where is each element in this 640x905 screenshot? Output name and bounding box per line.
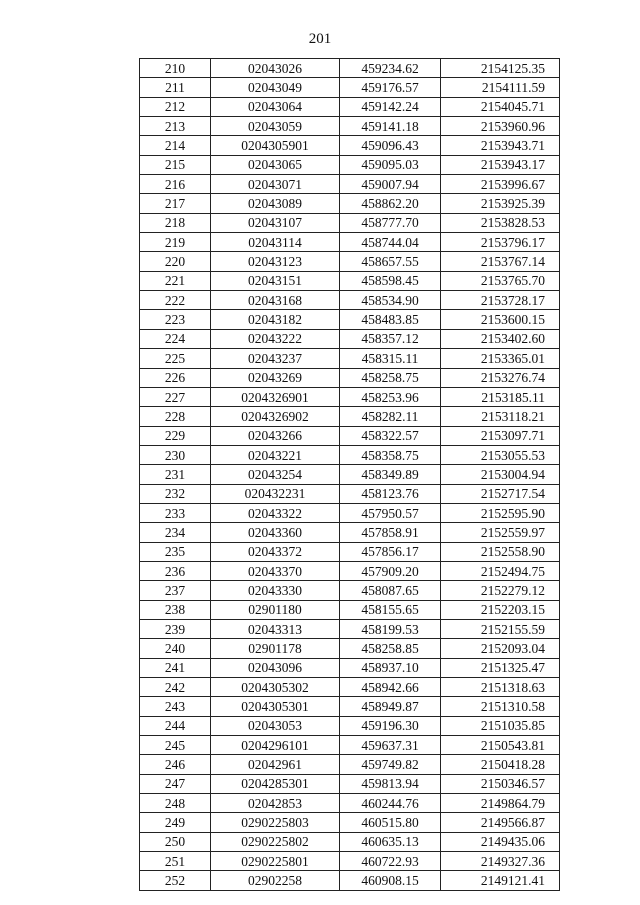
y-coordinate-cell: 2153055.53 bbox=[441, 445, 560, 464]
table-row bbox=[140, 465, 560, 484]
y-coordinate-cell: 2153943.71 bbox=[441, 136, 560, 155]
point-id-cell: 02043053 bbox=[211, 716, 340, 735]
x-coordinate-cell: 460244.76 bbox=[340, 794, 441, 813]
point-id-cell: 02042853 bbox=[211, 794, 340, 813]
row-number-cell: 223 bbox=[140, 310, 211, 329]
y-coordinate-cell: 2152279.12 bbox=[441, 581, 560, 600]
x-coordinate-cell: 458155.65 bbox=[340, 600, 441, 619]
point-id-cell: 02901180 bbox=[211, 600, 340, 619]
table-row bbox=[140, 426, 560, 445]
row-number-cell: 243 bbox=[140, 697, 211, 716]
row-number-cell: 239 bbox=[140, 619, 211, 638]
x-coordinate-cell: 458282.11 bbox=[340, 407, 441, 426]
y-coordinate-cell: 2153728.17 bbox=[441, 291, 560, 310]
row-number-cell: 249 bbox=[140, 813, 211, 832]
x-coordinate-cell: 459007.94 bbox=[340, 175, 441, 194]
row-number-cell: 211 bbox=[140, 78, 211, 97]
y-coordinate-cell: 2153828.53 bbox=[441, 213, 560, 232]
y-coordinate-cell: 2149435.06 bbox=[441, 832, 560, 851]
x-coordinate-cell: 457856.17 bbox=[340, 542, 441, 561]
row-number-cell: 252 bbox=[140, 871, 211, 890]
y-coordinate-cell: 2150346.57 bbox=[441, 774, 560, 793]
table-row bbox=[140, 774, 560, 793]
table-row bbox=[140, 329, 560, 348]
x-coordinate-cell: 459142.24 bbox=[340, 97, 441, 116]
table-row bbox=[140, 368, 560, 387]
x-coordinate-cell: 459096.43 bbox=[340, 136, 441, 155]
x-coordinate-cell: 458349.89 bbox=[340, 465, 441, 484]
x-coordinate-cell: 458937.10 bbox=[340, 658, 441, 677]
y-coordinate-cell: 2149327.36 bbox=[441, 852, 560, 871]
table-row bbox=[140, 832, 560, 851]
point-id-cell: 02043221 bbox=[211, 445, 340, 464]
table-row bbox=[140, 387, 560, 406]
y-coordinate-cell: 2152494.75 bbox=[441, 561, 560, 580]
y-coordinate-cell: 2153960.96 bbox=[441, 117, 560, 136]
y-coordinate-cell: 2149864.79 bbox=[441, 794, 560, 813]
y-coordinate-cell: 2154111.59 bbox=[441, 78, 560, 97]
point-id-cell: 02043096 bbox=[211, 658, 340, 677]
point-id-cell: 0204285301 bbox=[211, 774, 340, 793]
x-coordinate-cell: 459095.03 bbox=[340, 155, 441, 174]
x-coordinate-cell: 458949.87 bbox=[340, 697, 441, 716]
row-number-cell: 246 bbox=[140, 755, 211, 774]
point-id-cell: 02043107 bbox=[211, 213, 340, 232]
table-row bbox=[140, 503, 560, 522]
table-row bbox=[140, 542, 560, 561]
x-coordinate-cell: 458598.45 bbox=[340, 271, 441, 290]
table-row bbox=[140, 619, 560, 638]
table-row bbox=[140, 658, 560, 677]
x-coordinate-cell: 458199.53 bbox=[340, 619, 441, 638]
x-coordinate-cell: 457950.57 bbox=[340, 503, 441, 522]
point-id-cell: 0204296101 bbox=[211, 736, 340, 755]
row-number-cell: 227 bbox=[140, 387, 211, 406]
table-row bbox=[140, 852, 560, 871]
x-coordinate-cell: 460908.15 bbox=[340, 871, 441, 890]
y-coordinate-cell: 2151325.47 bbox=[441, 658, 560, 677]
table-row bbox=[140, 349, 560, 368]
table-body bbox=[140, 59, 560, 891]
point-id-cell: 02043269 bbox=[211, 368, 340, 387]
x-coordinate-cell: 458777.70 bbox=[340, 213, 441, 232]
y-coordinate-cell: 2152558.90 bbox=[441, 542, 560, 561]
row-number-cell: 218 bbox=[140, 213, 211, 232]
point-id-cell: 0290225802 bbox=[211, 832, 340, 851]
y-coordinate-cell: 2152559.97 bbox=[441, 523, 560, 542]
row-number-cell: 247 bbox=[140, 774, 211, 793]
x-coordinate-cell: 459176.57 bbox=[340, 78, 441, 97]
point-id-cell: 02043026 bbox=[211, 59, 340, 78]
row-number-cell: 224 bbox=[140, 329, 211, 348]
row-number-cell: 230 bbox=[140, 445, 211, 464]
table-row bbox=[140, 755, 560, 774]
x-coordinate-cell: 458258.75 bbox=[340, 368, 441, 387]
y-coordinate-cell: 2152595.90 bbox=[441, 503, 560, 522]
x-coordinate-cell: 458357.12 bbox=[340, 329, 441, 348]
row-number-cell: 212 bbox=[140, 97, 211, 116]
y-coordinate-cell: 2153767.14 bbox=[441, 252, 560, 271]
row-number-cell: 210 bbox=[140, 59, 211, 78]
point-id-cell: 02043114 bbox=[211, 233, 340, 252]
table-row bbox=[140, 213, 560, 232]
x-coordinate-cell: 458358.75 bbox=[340, 445, 441, 464]
point-id-cell: 02043151 bbox=[211, 271, 340, 290]
x-coordinate-cell: 458258.85 bbox=[340, 639, 441, 658]
row-number-cell: 240 bbox=[140, 639, 211, 658]
y-coordinate-cell: 2151310.58 bbox=[441, 697, 560, 716]
row-number-cell: 237 bbox=[140, 581, 211, 600]
row-number-cell: 214 bbox=[140, 136, 211, 155]
table-row bbox=[140, 639, 560, 658]
x-coordinate-cell: 460635.13 bbox=[340, 832, 441, 851]
table-row bbox=[140, 252, 560, 271]
table-row bbox=[140, 600, 560, 619]
table-row bbox=[140, 233, 560, 252]
x-coordinate-cell: 458087.65 bbox=[340, 581, 441, 600]
x-coordinate-cell: 460722.93 bbox=[340, 852, 441, 871]
row-number-cell: 217 bbox=[140, 194, 211, 213]
table-row bbox=[140, 523, 560, 542]
y-coordinate-cell: 2154045.71 bbox=[441, 97, 560, 116]
y-coordinate-cell: 2149121.41 bbox=[441, 871, 560, 890]
y-coordinate-cell: 2153004.94 bbox=[441, 465, 560, 484]
y-coordinate-cell: 2153600.15 bbox=[441, 310, 560, 329]
y-coordinate-cell: 2153925.39 bbox=[441, 194, 560, 213]
row-number-cell: 215 bbox=[140, 155, 211, 174]
table-row bbox=[140, 194, 560, 213]
row-number-cell: 235 bbox=[140, 542, 211, 561]
row-number-cell: 238 bbox=[140, 600, 211, 619]
table-row bbox=[140, 716, 560, 735]
row-number-cell: 216 bbox=[140, 175, 211, 194]
point-id-cell: 02043370 bbox=[211, 561, 340, 580]
point-id-cell: 02043322 bbox=[211, 503, 340, 522]
table-row bbox=[140, 59, 560, 78]
x-coordinate-cell: 457909.20 bbox=[340, 561, 441, 580]
point-id-cell: 020432231 bbox=[211, 484, 340, 503]
point-id-cell: 02043266 bbox=[211, 426, 340, 445]
y-coordinate-cell: 2152717.54 bbox=[441, 484, 560, 503]
table-row bbox=[140, 794, 560, 813]
x-coordinate-cell: 458322.57 bbox=[340, 426, 441, 445]
table-row bbox=[140, 678, 560, 697]
table-row bbox=[140, 871, 560, 890]
table-row bbox=[140, 484, 560, 503]
point-id-cell: 02043064 bbox=[211, 97, 340, 116]
point-id-cell: 02043168 bbox=[211, 291, 340, 310]
table-row bbox=[140, 78, 560, 97]
row-number-cell: 229 bbox=[140, 426, 211, 445]
y-coordinate-cell: 2152203.15 bbox=[441, 600, 560, 619]
point-id-cell: 02043372 bbox=[211, 542, 340, 561]
x-coordinate-cell: 459637.31 bbox=[340, 736, 441, 755]
x-coordinate-cell: 460515.80 bbox=[340, 813, 441, 832]
point-id-cell: 02043065 bbox=[211, 155, 340, 174]
y-coordinate-cell: 2153097.71 bbox=[441, 426, 560, 445]
row-number-cell: 245 bbox=[140, 736, 211, 755]
row-number-cell: 219 bbox=[140, 233, 211, 252]
point-id-cell: 0204305901 bbox=[211, 136, 340, 155]
row-number-cell: 221 bbox=[140, 271, 211, 290]
table-row bbox=[140, 136, 560, 155]
table-row bbox=[140, 155, 560, 174]
row-number-cell: 231 bbox=[140, 465, 211, 484]
row-number-cell: 234 bbox=[140, 523, 211, 542]
point-id-cell: 02043089 bbox=[211, 194, 340, 213]
x-coordinate-cell: 458862.20 bbox=[340, 194, 441, 213]
y-coordinate-cell: 2153185.11 bbox=[441, 387, 560, 406]
y-coordinate-cell: 2153365.01 bbox=[441, 349, 560, 368]
row-number-cell: 244 bbox=[140, 716, 211, 735]
y-coordinate-cell: 2150418.28 bbox=[441, 755, 560, 774]
x-coordinate-cell: 458483.85 bbox=[340, 310, 441, 329]
x-coordinate-cell: 458253.96 bbox=[340, 387, 441, 406]
x-coordinate-cell: 457858.91 bbox=[340, 523, 441, 542]
point-id-cell: 0204326901 bbox=[211, 387, 340, 406]
page-number: 201 bbox=[308, 31, 332, 47]
row-number-cell: 236 bbox=[140, 561, 211, 580]
point-id-cell: 0290225803 bbox=[211, 813, 340, 832]
x-coordinate-cell: 458123.76 bbox=[340, 484, 441, 503]
point-id-cell: 0204305302 bbox=[211, 678, 340, 697]
table-row bbox=[140, 445, 560, 464]
row-number-cell: 251 bbox=[140, 852, 211, 871]
y-coordinate-cell: 2153276.74 bbox=[441, 368, 560, 387]
y-coordinate-cell: 2152093.04 bbox=[441, 639, 560, 658]
point-id-cell: 0204305301 bbox=[211, 697, 340, 716]
table-row bbox=[140, 813, 560, 832]
point-id-cell: 02043313 bbox=[211, 619, 340, 638]
row-number-cell: 220 bbox=[140, 252, 211, 271]
point-id-cell: 02043071 bbox=[211, 175, 340, 194]
table-row bbox=[140, 97, 560, 116]
table-row bbox=[140, 736, 560, 755]
row-number-cell: 248 bbox=[140, 794, 211, 813]
point-id-cell: 0290225801 bbox=[211, 852, 340, 871]
row-number-cell: 242 bbox=[140, 678, 211, 697]
x-coordinate-cell: 459234.62 bbox=[340, 59, 441, 78]
point-id-cell: 02043059 bbox=[211, 117, 340, 136]
row-number-cell: 213 bbox=[140, 117, 211, 136]
y-coordinate-cell: 2154125.35 bbox=[441, 59, 560, 78]
point-id-cell: 02043330 bbox=[211, 581, 340, 600]
row-number-cell: 226 bbox=[140, 368, 211, 387]
x-coordinate-cell: 459813.94 bbox=[340, 774, 441, 793]
row-number-cell: 228 bbox=[140, 407, 211, 426]
table-row bbox=[140, 407, 560, 426]
y-coordinate-cell: 2153943.17 bbox=[441, 155, 560, 174]
row-number-cell: 241 bbox=[140, 658, 211, 677]
coordinates-table bbox=[139, 58, 560, 891]
point-id-cell: 02043360 bbox=[211, 523, 340, 542]
y-coordinate-cell: 2150543.81 bbox=[441, 736, 560, 755]
point-id-cell: 02043237 bbox=[211, 349, 340, 368]
point-id-cell: 02043049 bbox=[211, 78, 340, 97]
y-coordinate-cell: 2151318.63 bbox=[441, 678, 560, 697]
x-coordinate-cell: 459141.18 bbox=[340, 117, 441, 136]
x-coordinate-cell: 458657.55 bbox=[340, 252, 441, 271]
point-id-cell: 0204326902 bbox=[211, 407, 340, 426]
table-row bbox=[140, 175, 560, 194]
point-id-cell: 02043254 bbox=[211, 465, 340, 484]
table-row bbox=[140, 581, 560, 600]
y-coordinate-cell: 2153796.17 bbox=[441, 233, 560, 252]
row-number-cell: 250 bbox=[140, 832, 211, 851]
table-row bbox=[140, 117, 560, 136]
y-coordinate-cell: 2153765.70 bbox=[441, 271, 560, 290]
x-coordinate-cell: 459196.30 bbox=[340, 716, 441, 735]
point-id-cell: 02042961 bbox=[211, 755, 340, 774]
y-coordinate-cell: 2153402.60 bbox=[441, 329, 560, 348]
point-id-cell: 02043222 bbox=[211, 329, 340, 348]
row-number-cell: 225 bbox=[140, 349, 211, 368]
x-coordinate-cell: 458315.11 bbox=[340, 349, 441, 368]
y-coordinate-cell: 2153996.67 bbox=[441, 175, 560, 194]
row-number-cell: 232 bbox=[140, 484, 211, 503]
y-coordinate-cell: 2152155.59 bbox=[441, 619, 560, 638]
table-row bbox=[140, 291, 560, 310]
y-coordinate-cell: 2149566.87 bbox=[441, 813, 560, 832]
point-id-cell: 02901178 bbox=[211, 639, 340, 658]
table-row bbox=[140, 561, 560, 580]
table-row bbox=[140, 271, 560, 290]
x-coordinate-cell: 459749.82 bbox=[340, 755, 441, 774]
x-coordinate-cell: 458744.04 bbox=[340, 233, 441, 252]
row-number-cell: 222 bbox=[140, 291, 211, 310]
row-number-cell: 233 bbox=[140, 503, 211, 522]
point-id-cell: 02043182 bbox=[211, 310, 340, 329]
x-coordinate-cell: 458942.66 bbox=[340, 678, 441, 697]
y-coordinate-cell: 2153118.21 bbox=[441, 407, 560, 426]
y-coordinate-cell: 2151035.85 bbox=[441, 716, 560, 735]
point-id-cell: 02043123 bbox=[211, 252, 340, 271]
point-id-cell: 02902258 bbox=[211, 871, 340, 890]
table-row bbox=[140, 697, 560, 716]
x-coordinate-cell: 458534.90 bbox=[340, 291, 441, 310]
table-row bbox=[140, 310, 560, 329]
